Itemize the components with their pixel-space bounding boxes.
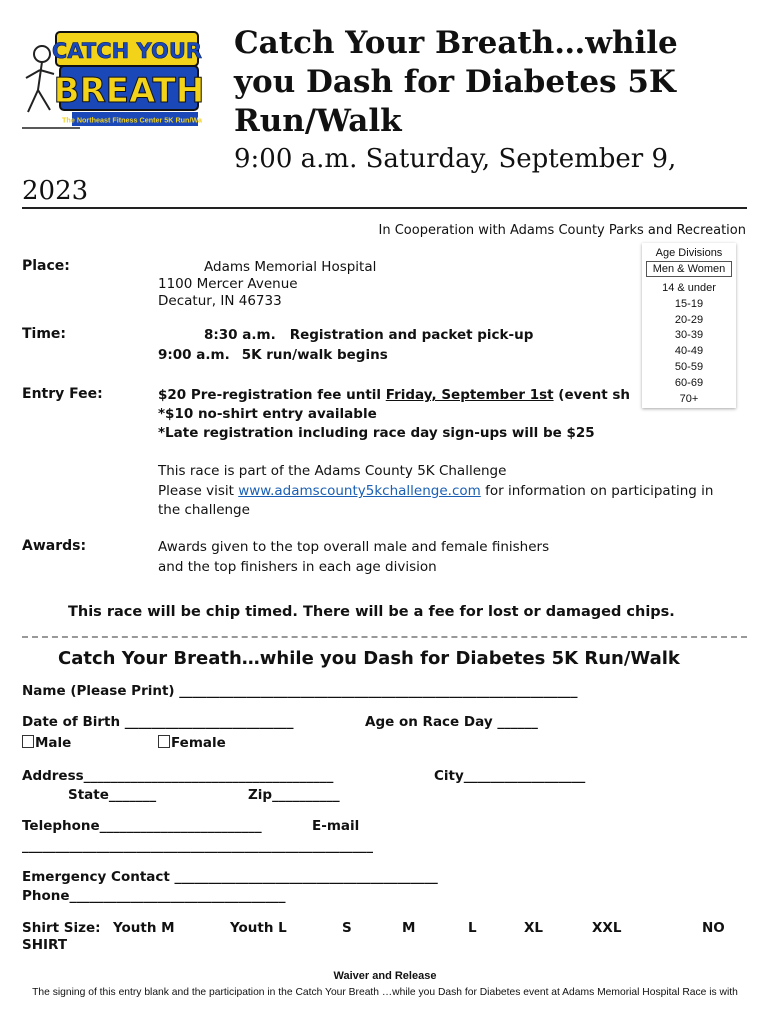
time-row-2 bbox=[158, 346, 388, 365]
age-group: 14 & under bbox=[662, 282, 716, 294]
awards-label: Awards: bbox=[22, 538, 87, 554]
shirt-option[interactable]: Youth M bbox=[113, 920, 175, 936]
entry-fee-line2: *$10 no-shirt entry available bbox=[158, 406, 377, 422]
age-divisions-box bbox=[642, 243, 736, 408]
waiver-text: The signing of this entry blank and the participation in the Catch Your Breath …while you Dash for Diabetes event at Adams Memorial Hospital Race is with bbox=[32, 987, 738, 998]
time-row-1 bbox=[204, 326, 533, 345]
start-time: 9:00 a.m. bbox=[158, 347, 230, 363]
place-line2: 1100 Mercer Avenue bbox=[158, 276, 298, 292]
age-divisions-title: Age Divisions bbox=[655, 247, 723, 259]
address-field[interactable]: Address_____________________________________ bbox=[22, 768, 334, 784]
registration-time: 8:30 a.m. bbox=[204, 327, 276, 343]
city-field[interactable]: City__________________ bbox=[434, 768, 586, 784]
entry-fee-post: (event sh bbox=[553, 387, 631, 403]
challenge-link[interactable]: www.adamscounty5kchallenge.com bbox=[238, 483, 481, 499]
entry-fee-label: Entry Fee: bbox=[22, 386, 103, 402]
shirt-option[interactable]: S bbox=[342, 920, 352, 936]
header-divider bbox=[22, 207, 747, 209]
age-group: 50-59 bbox=[674, 360, 704, 373]
waiver-heading: Waiver and Release bbox=[333, 970, 437, 982]
male-checkbox[interactable] bbox=[22, 735, 34, 748]
name-field[interactable]: Name (Please Print) ___________________________________________________________ bbox=[22, 683, 578, 699]
shirt-option[interactable]: XL bbox=[524, 920, 544, 936]
challenge-line2 bbox=[158, 482, 713, 501]
challenge-pre: Please visit bbox=[158, 483, 239, 499]
male-option[interactable] bbox=[22, 735, 71, 751]
page-title: Catch Your Breath…while you Dash for Diabetes 5K Run/Walk bbox=[234, 25, 678, 139]
dob-field[interactable]: Date of Birth _________________________ bbox=[22, 714, 294, 730]
shirt-option[interactable]: M bbox=[402, 920, 416, 936]
age-field[interactable]: Age on Race Day ______ bbox=[365, 714, 538, 730]
shirt-option[interactable]: L bbox=[468, 920, 477, 936]
age-group: 20-29 bbox=[674, 313, 704, 326]
entry-fee-line1 bbox=[158, 386, 630, 405]
start-text: 5K run/walk begins bbox=[241, 347, 388, 363]
shirt-size-label: Shirt Size: bbox=[22, 920, 101, 936]
place-line1: Adams Memorial Hospital bbox=[204, 259, 377, 275]
zip-field[interactable]: Zip__________ bbox=[248, 787, 340, 803]
age-group: 15-19 bbox=[674, 297, 704, 310]
challenge-line1: This race is part of the Adams County 5K Challenge bbox=[158, 463, 507, 479]
time-label: Time: bbox=[22, 326, 67, 342]
age-group: 30-39 bbox=[674, 329, 704, 342]
form-title: Catch Your Breath…while you Dash for Diabetes 5K Run/Walk bbox=[58, 648, 680, 669]
cut-line bbox=[22, 636, 747, 638]
challenge-post: for information on participating in bbox=[480, 483, 714, 499]
shirt-option[interactable]: NO bbox=[702, 920, 725, 936]
email-field[interactable]: ____________________________________________________ bbox=[22, 838, 373, 854]
phone-field[interactable]: Phone________________________________ bbox=[22, 888, 286, 904]
age-group: 70+ bbox=[679, 392, 699, 405]
female-checkbox[interactable] bbox=[158, 735, 170, 748]
place-line3: Decatur, IN 46733 bbox=[158, 293, 282, 309]
place-label: Place: bbox=[22, 258, 70, 274]
female-option[interactable] bbox=[158, 735, 226, 751]
event-datetime-line2: 2023 bbox=[22, 176, 89, 206]
awards-line1: Awards given to the top overall male and female finishers bbox=[158, 539, 550, 555]
entry-fee-date: Friday, September 1st bbox=[385, 387, 554, 403]
male-label: Male bbox=[35, 735, 72, 751]
age-group: 40-49 bbox=[674, 345, 704, 358]
cooperation-note: In Cooperation with Adams County Parks and Recreation bbox=[378, 223, 746, 238]
emergency-contact-field[interactable]: Emergency Contact _______________________________________ bbox=[22, 869, 438, 885]
awards-line2: and the top finishers in each age division bbox=[158, 559, 437, 575]
event-logo bbox=[20, 28, 202, 132]
challenge-line3: the challenge bbox=[158, 502, 250, 518]
entry-fee-pre: $20 Pre-registration fee until bbox=[158, 387, 386, 403]
email-label: E-mail bbox=[312, 818, 360, 834]
registration-text: Registration and packet pick-up bbox=[289, 327, 534, 343]
logo-tagline: The Northeast Fitness Center 5K Run/Walk bbox=[62, 115, 202, 125]
shirt-option[interactable]: XXL bbox=[592, 920, 622, 936]
entry-fee-line3: *Late registration including race day sign-ups will be $25 bbox=[158, 425, 595, 441]
age-divisions-subtitle: Men & Women bbox=[646, 261, 732, 277]
shirt-option[interactable]: Youth L bbox=[230, 920, 287, 936]
state-field[interactable]: State_______ bbox=[68, 787, 157, 803]
logo-line1: CATCH YOUR bbox=[51, 39, 202, 63]
logo-line2: BREATH bbox=[53, 71, 202, 111]
event-datetime-line1: 9:00 a.m. Saturday, September 9, bbox=[234, 144, 677, 174]
shirt-wrap: SHIRT bbox=[22, 937, 68, 953]
female-label: Female bbox=[171, 735, 226, 751]
age-group: 60-69 bbox=[674, 376, 704, 389]
chip-timing-notice: This race will be chip timed. There will be a fee for lost or damaged chips. bbox=[68, 604, 675, 620]
telephone-field[interactable]: Telephone________________________ bbox=[22, 818, 262, 834]
